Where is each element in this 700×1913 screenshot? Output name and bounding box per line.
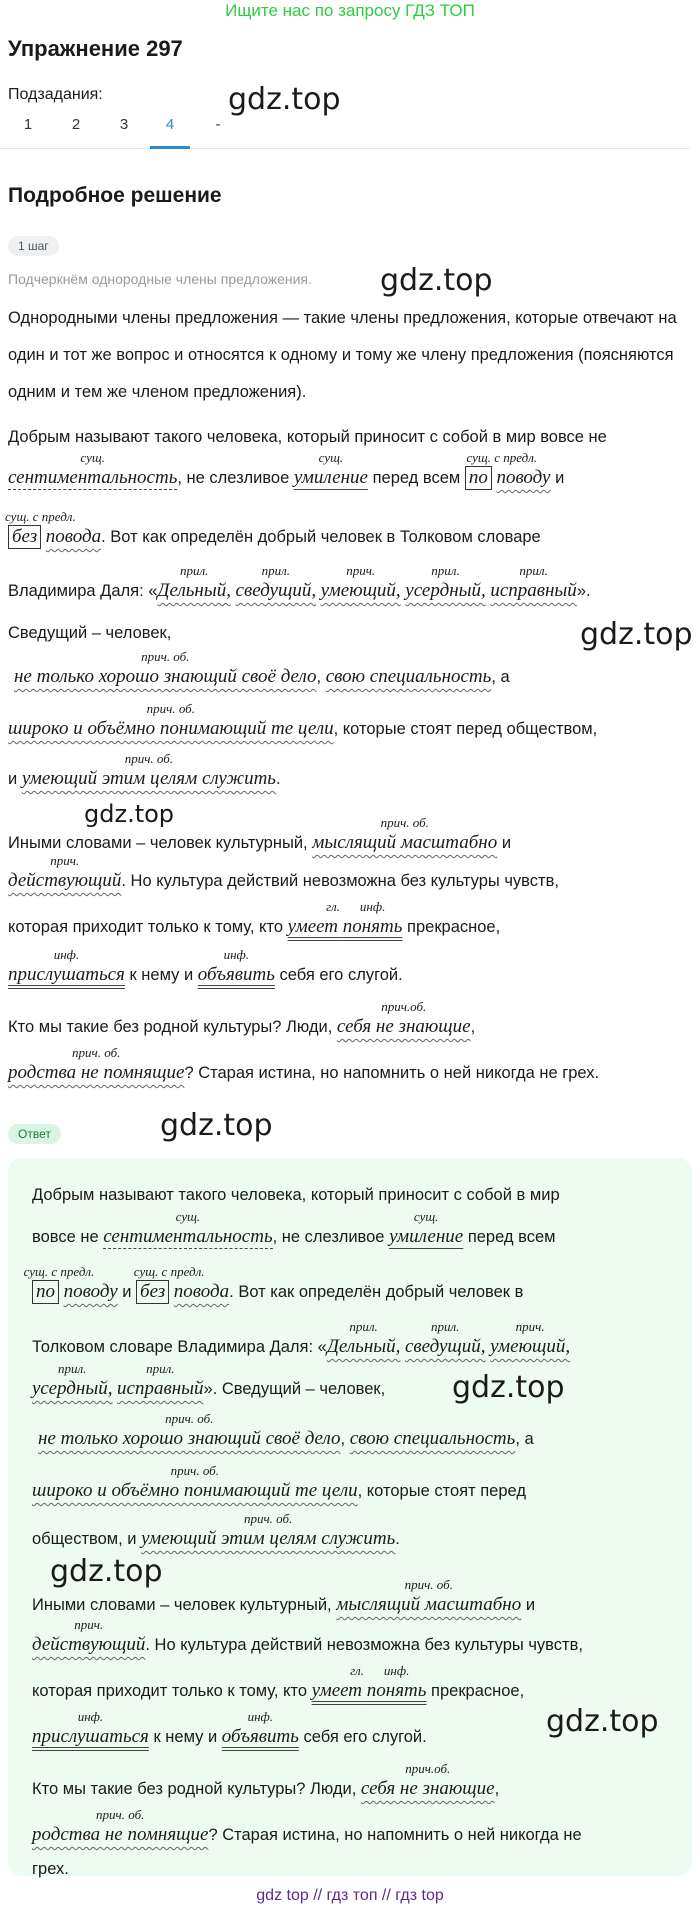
text-line: Иными словами – человек культурный, прич. об. мыслящий масштабно и xyxy=(8,815,512,853)
grammar-label: прил. xyxy=(431,1319,460,1334)
word-bez: сущ. с предл. без xyxy=(5,509,76,547)
definition-text: Однородными члены предложения — такие члены предложения, которые отвечают на один и тот же вопрос и относятся к одному и тому же члену предложения (поясняются одним и тем же членом предложения). xyxy=(8,309,677,401)
word-po: по xyxy=(465,466,492,490)
word-povoda: сущ. с предл. повода xyxy=(133,1264,230,1302)
grammar-label: сущ. с предл. xyxy=(23,1264,95,1279)
grammar-label: прич. об. xyxy=(72,1045,121,1060)
grammar-label: инф. xyxy=(223,947,250,962)
text-line: вовсе не сущ. сентиментальность, не слезливое сущ. умиление перед всем xyxy=(32,1209,556,1247)
grammar-label: прич.об. xyxy=(381,999,427,1014)
text-line: грех. xyxy=(32,1860,69,1878)
word-umilenie: сущ. умиление xyxy=(293,450,368,488)
grammar-label: прич. об. xyxy=(170,1463,219,1478)
grammar-label: сущ. с предл. xyxy=(466,450,538,465)
watermark: gdz.top xyxy=(380,263,493,298)
text-line: прич. действующий. Но культура действий невозможна без культуры чувств, xyxy=(32,1617,583,1655)
text-line: Кто мы такие без родной культуры? Люди, прич.об. себя не знающие, xyxy=(32,1761,500,1799)
text-line: прич. об. широко и объёмно понимающий те цели, которые стоят перед обществом, xyxy=(8,701,598,739)
word-bez: без xyxy=(136,1280,169,1304)
text-line: прич. об. родства не помнящие? Старая истина, но напомнить о ней никогда не грех. xyxy=(8,1045,600,1083)
tab-subtask-5[interactable]: - xyxy=(215,116,221,133)
word-sentimentalnost: сущ. сентиментальность xyxy=(103,1209,273,1247)
phrase-myslyashchiy: прич. об. мыслящий масштабно xyxy=(336,1577,522,1615)
text-line: Сведущий – человек, xyxy=(8,624,172,642)
text-line: сущ. с предл. без повода. Вот как определён добрый человек в Толковом словаре xyxy=(5,509,541,547)
word-svedushchiy: прил. сведущий, xyxy=(404,1319,486,1357)
text-line: которая приходит только к тому, кто гл. умеет инф. понять прекрасное, xyxy=(32,1663,525,1701)
grammar-label: сущ. с предл. xyxy=(5,509,76,524)
grammar-label: инф. xyxy=(77,1709,104,1724)
text-line: инф. прислушаться к нему и инф. объявить себя его слугой. xyxy=(8,947,403,985)
text-line: по сущ. с предл. поводу и без сущ. с предл. повода. Вот как определён добрый человек в xyxy=(23,1264,524,1302)
text-line: Добрым называют такого человека, который приносит с собой в мир вовсе не xyxy=(8,428,607,446)
grammar-label: прич. об. xyxy=(146,701,195,716)
grammar-label: инф. xyxy=(247,1709,274,1724)
grammar-label: гл. xyxy=(350,1663,364,1678)
word-umilenie: сущ. умиление xyxy=(389,1209,464,1247)
grammar-label: инф. xyxy=(383,1663,410,1678)
text-line: Иными словами – человек культурный, прич. об. мыслящий масштабно и xyxy=(32,1577,536,1615)
text-line: Владимира Даля: « прил. Дельный, прил. сведущий, прич. умеющий, прил. усердный, прил. исправный». xyxy=(8,563,591,601)
tab-subtask-3[interactable]: 3 xyxy=(119,116,129,133)
search-banner[interactable]: Ищите нас по запросу ГДЗ ТОП xyxy=(225,1,475,20)
grammar-label: прич. об. xyxy=(380,815,429,830)
active-tab-indicator xyxy=(150,146,190,149)
watermark: gdz.top xyxy=(50,1554,163,1589)
word-svedushchiy: прил. сведущий, xyxy=(235,563,317,601)
text-line: и прич. об. умеющий этим целям служить. xyxy=(8,751,281,789)
phrase-ne-tolko: прич. об. не только хорошо знающий своё дело xyxy=(38,1411,341,1449)
grammar-label: прил. xyxy=(146,1361,175,1376)
phrase-umeet-ponyat: гл. умеет инф. понять xyxy=(312,1680,427,1702)
tab-subtask-1[interactable]: 1 xyxy=(23,116,33,133)
grammar-label: гл. xyxy=(326,899,340,914)
phrase-svoyu: свою специальность xyxy=(349,1428,516,1449)
text-line: инф. прислушаться к нему и инф. объявить себя его слугой. xyxy=(32,1709,427,1747)
word-umeyushchiy: прич. умеющий, xyxy=(490,1319,571,1357)
phrase-shiroko: прич. об. широко и объёмно понимающий те цели xyxy=(32,1463,358,1501)
watermark: gdz.top xyxy=(580,617,693,652)
grammar-label: сущ. xyxy=(175,1209,201,1224)
grammar-label: инф. xyxy=(359,899,386,914)
subtasks-label: Подзадания: xyxy=(8,86,103,103)
grammar-label: прил. xyxy=(431,563,460,578)
grammar-label: прич. об. xyxy=(96,1807,145,1822)
phrase-svoyu: свою специальность xyxy=(325,666,492,687)
text-line: обществом, и прич. об. умеющий этим целям служить. xyxy=(32,1511,400,1549)
grammar-label: прил. xyxy=(58,1361,87,1376)
phrase-rodstva: прич. об. родства не помнящие xyxy=(8,1045,185,1083)
word-prislushatsya: инф. прислушаться xyxy=(8,947,125,985)
phrase-sebya: прич.об. себя не знающие xyxy=(360,1761,495,1799)
text-line: прич. об. не только хорошо знающий своё дело, свою специальность, а xyxy=(14,649,510,687)
grammar-label: прич.об. xyxy=(405,1761,451,1776)
grammar-label: прич. xyxy=(346,563,376,578)
word-povoda: повода xyxy=(45,526,102,547)
phrase-shiroko: прич. об. широко и объёмно понимающий те цели xyxy=(8,701,334,739)
hint-text: Подчеркнём однородные члены предложения. xyxy=(8,271,312,287)
text-line: сущ. сентиментальность, не слезливое сущ. умиление перед всем по сущ. с предл. поводу и xyxy=(8,450,565,488)
word-userdnyy: прил. усердный, xyxy=(405,563,486,601)
text-line: Кто мы такие без родной культуры? Люди, прич.об. себя не знающие, xyxy=(8,999,476,1037)
page-title: Упражнение 297 xyxy=(8,36,183,61)
word-delnyy: прил. Дельный, xyxy=(326,1319,401,1357)
word-deystvuyushchiy: прич. действующий xyxy=(8,853,122,891)
grammar-label: прич. об. xyxy=(141,649,190,664)
grammar-label: прил. xyxy=(519,563,548,578)
subtask-tabs xyxy=(0,114,690,149)
word-ispravnyy: прил. исправный xyxy=(490,563,577,601)
text-line: прич. об. не только хорошо знающий своё дело, свою специальность, а xyxy=(38,1411,534,1449)
grammar-label: прил. xyxy=(261,563,291,578)
text-line: прич. действующий. Но культура действий невозможна без культуры чувств, xyxy=(8,853,559,891)
grammar-label: сущ. xyxy=(413,1209,439,1224)
watermark: gdz.top xyxy=(84,800,175,828)
grammar-label: прич. об. xyxy=(165,1411,214,1426)
word-obyavit: инф. объявить xyxy=(197,947,275,985)
text-line: прич. об. родства не помнящие? Старая истина, но напомнить о ней никогда не xyxy=(32,1807,582,1845)
word-povodu: сущ. с предл. поводу xyxy=(23,1264,118,1302)
grammar-label: прич. об. xyxy=(243,1511,293,1526)
word-sentimentalnost: сущ. сентиментальность xyxy=(8,450,178,488)
word-obyavit: инф. объявить xyxy=(221,1709,299,1747)
text-line: Толковом словаре Владимира Даля: « прил. Дельный, прил. сведущий, прич. умеющий, xyxy=(32,1319,571,1357)
grammar-label: сущ. xyxy=(80,450,105,465)
word-userdnyy: прил. усердный, xyxy=(32,1361,113,1399)
grammar-label: прич. об. xyxy=(404,1577,453,1592)
word-po: по xyxy=(32,1280,59,1304)
answer-badge: Ответ xyxy=(8,1124,61,1144)
grammar-label: инф. xyxy=(53,947,80,962)
phrase-umeyushchiy: прич. об. умеющий этим целям служить xyxy=(141,1511,396,1549)
phrase-umeyushchiy: прич. об. умеющий этим целям служить xyxy=(21,751,276,789)
tab-subtask-4[interactable]: 4 xyxy=(165,116,175,133)
phrase-rodstva: прич. об. родства не помнящие xyxy=(32,1807,209,1845)
grammar-label: прич. xyxy=(50,853,80,868)
word-ispravnyy: прил. исправный xyxy=(117,1361,204,1399)
tab-subtask-2[interactable]: 2 xyxy=(71,116,81,133)
grammar-label: прич. xyxy=(515,1319,545,1334)
phrase-sebya: прич.об. себя не знающие xyxy=(336,999,471,1037)
step-badge: 1 шаг xyxy=(8,236,59,256)
phrase-myslyashchiy: прич. об. мыслящий масштабно xyxy=(312,815,498,853)
word-delnyy: прил. Дельный, xyxy=(157,563,231,601)
text-line: Добрым называют такого человека, который приносит с собой в мир xyxy=(32,1186,560,1204)
footer-links[interactable]: gdz top // гдз топ // гдз top xyxy=(256,1887,444,1904)
word-povodu: сущ. с предл. поводу xyxy=(466,450,551,488)
watermark: gdz.top xyxy=(546,1704,659,1739)
grammar-label: прич. об. xyxy=(124,751,174,766)
text-line: которая приходит только к тому, кто гл. умеет инф. понять прекрасное, xyxy=(8,899,501,937)
watermark: gdz.top xyxy=(228,82,341,117)
grammar-label: сущ. xyxy=(318,450,344,465)
grammar-label: прил. xyxy=(349,1319,378,1334)
grammar-label: прил. xyxy=(179,563,209,578)
phrase-ne-tolko: прич. об. не только хорошо знающий своё дело xyxy=(14,649,317,687)
word-umeyushchiy: прич. умеющий, xyxy=(320,563,401,601)
watermark: gdz.top xyxy=(452,1370,565,1405)
text-line: прич. об. широко и объёмно понимающий те цели, которые стоят перед xyxy=(32,1463,526,1501)
text-line: прил. усердный, прил. исправный». Сведущий – человек, xyxy=(32,1361,386,1399)
phrase-umeet-ponyat: гл. умеет инф. понять xyxy=(288,916,403,938)
grammar-label: сущ. с предл. xyxy=(133,1264,205,1279)
solution-heading: Подробное решение xyxy=(8,184,222,207)
watermark: gdz.top xyxy=(160,1108,273,1143)
word-deystvuyushchiy: прич. действующий xyxy=(32,1617,146,1655)
word-prislushatsya: инф. прислушаться xyxy=(32,1709,149,1747)
grammar-label: прич. xyxy=(74,1617,104,1632)
